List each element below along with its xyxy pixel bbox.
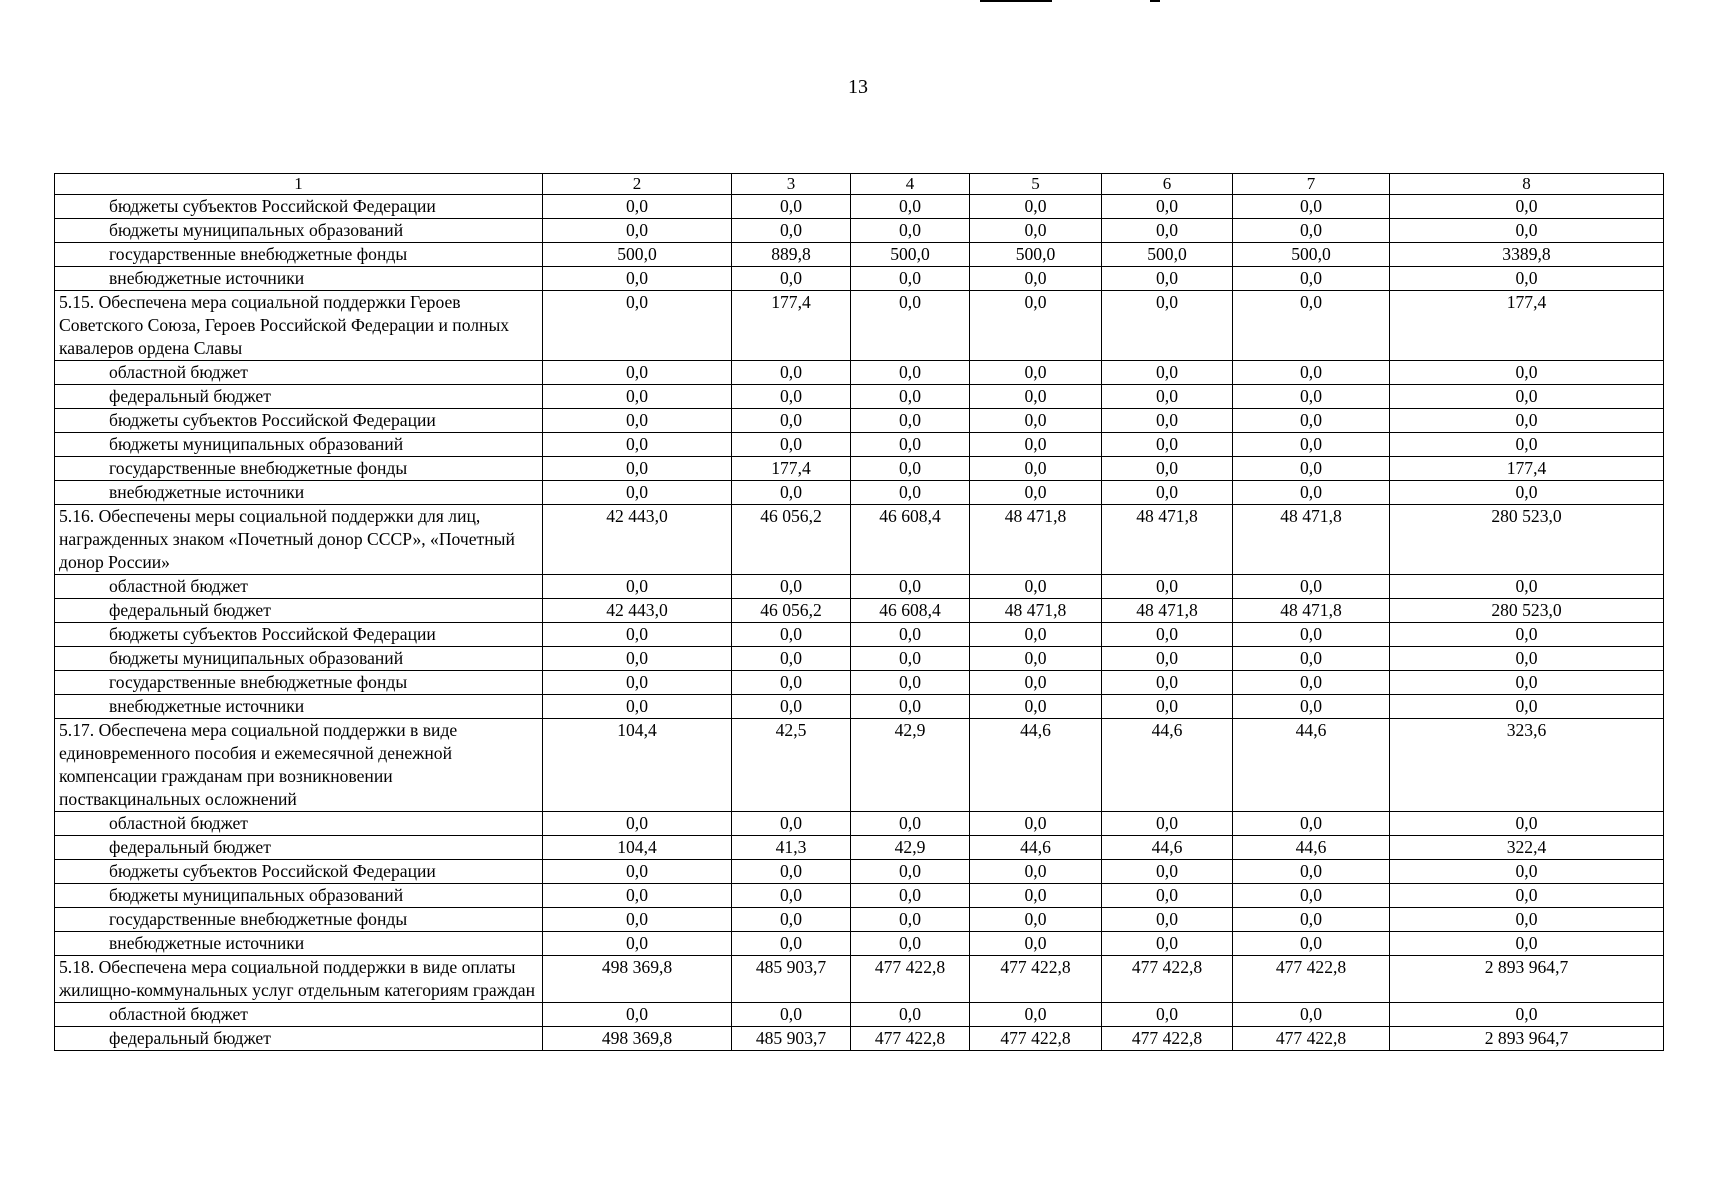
value-cell: 0,0 bbox=[1233, 695, 1390, 719]
value-cell: 0,0 bbox=[1390, 219, 1664, 243]
value-cell: 0,0 bbox=[543, 433, 732, 457]
value-cell: 0,0 bbox=[1102, 575, 1233, 599]
column-header: 4 bbox=[851, 174, 970, 195]
value-cell: 0,0 bbox=[732, 671, 851, 695]
table-row-source bbox=[55, 623, 1664, 647]
funding-source-cell: государственные внебюджетные фонды bbox=[55, 457, 543, 481]
value-cell: 0,0 bbox=[1233, 908, 1390, 932]
value-cell: 0,0 bbox=[543, 623, 732, 647]
value-cell: 0,0 bbox=[1390, 481, 1664, 505]
value-cell: 477 422,8 bbox=[1233, 1027, 1390, 1051]
value-cell: 0,0 bbox=[732, 267, 851, 291]
funding-source-cell: внебюджетные источники bbox=[55, 481, 543, 505]
value-cell: 0,0 bbox=[1390, 860, 1664, 884]
value-cell: 0,0 bbox=[732, 860, 851, 884]
value-cell: 0,0 bbox=[1102, 932, 1233, 956]
value-cell: 0,0 bbox=[1102, 1003, 1233, 1027]
value-cell: 0,0 bbox=[1102, 195, 1233, 219]
value-cell: 0,0 bbox=[732, 647, 851, 671]
table-row-source bbox=[55, 908, 1664, 932]
value-cell: 0,0 bbox=[970, 457, 1102, 481]
value-cell: 42,5 bbox=[732, 719, 851, 812]
value-cell: 0,0 bbox=[1233, 481, 1390, 505]
value-cell: 46 608,4 bbox=[851, 505, 970, 575]
table-row-source bbox=[55, 195, 1664, 219]
value-cell: 0,0 bbox=[1390, 267, 1664, 291]
value-cell: 0,0 bbox=[1102, 671, 1233, 695]
value-cell: 0,0 bbox=[1102, 481, 1233, 505]
value-cell: 0,0 bbox=[543, 1003, 732, 1027]
funding-source-cell: государственные внебюджетные фонды bbox=[55, 243, 543, 267]
value-cell: 0,0 bbox=[543, 695, 732, 719]
funding-source-cell: государственные внебюджетные фонды bbox=[55, 908, 543, 932]
value-cell: 0,0 bbox=[970, 481, 1102, 505]
value-cell: 0,0 bbox=[970, 908, 1102, 932]
value-cell: 0,0 bbox=[732, 361, 851, 385]
table-row-source bbox=[55, 671, 1664, 695]
value-cell: 0,0 bbox=[1233, 385, 1390, 409]
value-cell: 0,0 bbox=[1102, 908, 1233, 932]
value-cell: 0,0 bbox=[851, 457, 970, 481]
column-header: 7 bbox=[1233, 174, 1390, 195]
value-cell: 0,0 bbox=[851, 433, 970, 457]
table-row-source bbox=[55, 243, 1664, 267]
value-cell: 0,0 bbox=[851, 647, 970, 671]
value-cell: 0,0 bbox=[970, 623, 1102, 647]
value-cell: 0,0 bbox=[1233, 433, 1390, 457]
value-cell: 0,0 bbox=[1102, 361, 1233, 385]
table-row-measure bbox=[55, 956, 1664, 1003]
funding-source-cell: федеральный бюджет bbox=[55, 836, 543, 860]
value-cell: 0,0 bbox=[1233, 195, 1390, 219]
value-cell: 0,0 bbox=[1102, 409, 1233, 433]
funding-source-cell: бюджеты субъектов Российской Федерации bbox=[55, 195, 543, 219]
value-cell: 498 369,8 bbox=[543, 956, 732, 1003]
value-cell: 0,0 bbox=[851, 1003, 970, 1027]
value-cell: 0,0 bbox=[732, 623, 851, 647]
table-row-source bbox=[55, 695, 1664, 719]
table-row-source bbox=[55, 1027, 1664, 1051]
funding-source-cell: бюджеты муниципальных образований bbox=[55, 219, 543, 243]
funding-source-cell: внебюджетные источники bbox=[55, 267, 543, 291]
value-cell: 42,9 bbox=[851, 836, 970, 860]
funding-source-cell: бюджеты муниципальных образований bbox=[55, 647, 543, 671]
value-cell: 0,0 bbox=[543, 884, 732, 908]
value-cell: 0,0 bbox=[732, 195, 851, 219]
value-cell: 0,0 bbox=[1390, 623, 1664, 647]
value-cell: 46 056,2 bbox=[732, 599, 851, 623]
value-cell: 0,0 bbox=[543, 291, 732, 361]
value-cell: 477 422,8 bbox=[1102, 956, 1233, 1003]
value-cell: 0,0 bbox=[1390, 884, 1664, 908]
value-cell: 0,0 bbox=[1102, 219, 1233, 243]
value-cell: 0,0 bbox=[1233, 623, 1390, 647]
value-cell: 500,0 bbox=[970, 243, 1102, 267]
value-cell: 0,0 bbox=[1390, 695, 1664, 719]
value-cell: 0,0 bbox=[970, 647, 1102, 671]
funding-source-cell: бюджеты субъектов Российской Федерации bbox=[55, 623, 543, 647]
value-cell: 0,0 bbox=[970, 361, 1102, 385]
value-cell: 0,0 bbox=[732, 884, 851, 908]
value-cell: 0,0 bbox=[543, 647, 732, 671]
value-cell: 477 422,8 bbox=[851, 1027, 970, 1051]
value-cell: 0,0 bbox=[1102, 433, 1233, 457]
funding-source-cell: внебюджетные источники bbox=[55, 695, 543, 719]
value-cell: 0,0 bbox=[1390, 932, 1664, 956]
table-row-source bbox=[55, 481, 1664, 505]
value-cell: 0,0 bbox=[970, 884, 1102, 908]
funding-source-cell: бюджеты муниципальных образований bbox=[55, 884, 543, 908]
value-cell: 0,0 bbox=[970, 291, 1102, 361]
value-cell: 0,0 bbox=[1102, 267, 1233, 291]
value-cell: 0,0 bbox=[1233, 860, 1390, 884]
value-cell: 0,0 bbox=[543, 860, 732, 884]
value-cell: 0,0 bbox=[732, 695, 851, 719]
value-cell: 42 443,0 bbox=[543, 599, 732, 623]
funding-source-cell: областной бюджет bbox=[55, 1003, 543, 1027]
value-cell: 0,0 bbox=[970, 860, 1102, 884]
value-cell: 0,0 bbox=[1233, 267, 1390, 291]
value-cell: 477 422,8 bbox=[851, 956, 970, 1003]
value-cell: 485 903,7 bbox=[732, 956, 851, 1003]
value-cell: 177,4 bbox=[732, 457, 851, 481]
value-cell: 0,0 bbox=[851, 575, 970, 599]
value-cell: 0,0 bbox=[732, 481, 851, 505]
value-cell: 477 422,8 bbox=[1233, 956, 1390, 1003]
value-cell: 48 471,8 bbox=[1102, 599, 1233, 623]
value-cell: 177,4 bbox=[732, 291, 851, 361]
value-cell: 0,0 bbox=[1102, 695, 1233, 719]
value-cell: 0,0 bbox=[732, 219, 851, 243]
value-cell: 46 608,4 bbox=[851, 599, 970, 623]
value-cell: 0,0 bbox=[1233, 575, 1390, 599]
value-cell: 2 893 964,7 bbox=[1390, 1027, 1664, 1051]
value-cell: 0,0 bbox=[543, 195, 732, 219]
value-cell: 0,0 bbox=[851, 219, 970, 243]
value-cell: 44,6 bbox=[1102, 719, 1233, 812]
value-cell: 0,0 bbox=[732, 812, 851, 836]
funding-source-cell: бюджеты субъектов Российской Федерации bbox=[55, 860, 543, 884]
value-cell: 44,6 bbox=[1233, 836, 1390, 860]
table-row-source bbox=[55, 575, 1664, 599]
value-cell: 0,0 bbox=[970, 671, 1102, 695]
value-cell: 0,0 bbox=[851, 932, 970, 956]
value-cell: 48 471,8 bbox=[1233, 599, 1390, 623]
funding-table bbox=[54, 173, 1664, 1051]
value-cell: 485 903,7 bbox=[732, 1027, 851, 1051]
value-cell: 104,4 bbox=[543, 836, 732, 860]
table-row-source bbox=[55, 409, 1664, 433]
table-row-source bbox=[55, 385, 1664, 409]
value-cell: 48 471,8 bbox=[970, 505, 1102, 575]
value-cell: 0,0 bbox=[1390, 361, 1664, 385]
value-cell: 500,0 bbox=[851, 243, 970, 267]
value-cell: 44,6 bbox=[1102, 836, 1233, 860]
value-cell: 0,0 bbox=[1233, 647, 1390, 671]
value-cell: 500,0 bbox=[1233, 243, 1390, 267]
funding-source-cell: федеральный бюджет bbox=[55, 385, 543, 409]
value-cell: 500,0 bbox=[1102, 243, 1233, 267]
value-cell: 0,0 bbox=[543, 267, 732, 291]
value-cell: 0,0 bbox=[970, 195, 1102, 219]
value-cell: 0,0 bbox=[732, 433, 851, 457]
funding-source-cell: областной бюджет bbox=[55, 361, 543, 385]
table-row-source bbox=[55, 433, 1664, 457]
measure-name-cell: 5.16. Обеспечены меры социальной поддержки для лиц, награжденных знаком «Почетный донор СССР», «Почетный донор России» bbox=[55, 505, 543, 575]
table-row-measure bbox=[55, 291, 1664, 361]
value-cell: 889,8 bbox=[732, 243, 851, 267]
value-cell: 0,0 bbox=[543, 932, 732, 956]
value-cell: 42 443,0 bbox=[543, 505, 732, 575]
table-row-source bbox=[55, 836, 1664, 860]
value-cell: 0,0 bbox=[1390, 671, 1664, 695]
value-cell: 46 056,2 bbox=[732, 505, 851, 575]
value-cell: 477 422,8 bbox=[1102, 1027, 1233, 1051]
value-cell: 498 369,8 bbox=[543, 1027, 732, 1051]
value-cell: 0,0 bbox=[732, 409, 851, 433]
value-cell: 500,0 bbox=[543, 243, 732, 267]
value-cell: 0,0 bbox=[543, 908, 732, 932]
table-row-source bbox=[55, 647, 1664, 671]
value-cell: 0,0 bbox=[1390, 1003, 1664, 1027]
value-cell: 0,0 bbox=[543, 671, 732, 695]
table-row-source bbox=[55, 812, 1664, 836]
funding-source-cell: федеральный бюджет bbox=[55, 1027, 543, 1051]
value-cell: 0,0 bbox=[851, 481, 970, 505]
value-cell: 104,4 bbox=[543, 719, 732, 812]
funding-source-cell: внебюджетные источники bbox=[55, 932, 543, 956]
value-cell: 0,0 bbox=[851, 884, 970, 908]
value-cell: 0,0 bbox=[851, 361, 970, 385]
value-cell: 0,0 bbox=[970, 695, 1102, 719]
table-row-source bbox=[55, 884, 1664, 908]
value-cell: 0,0 bbox=[970, 575, 1102, 599]
value-cell: 0,0 bbox=[1233, 361, 1390, 385]
funding-source-cell: областной бюджет bbox=[55, 812, 543, 836]
funding-source-cell: бюджеты муниципальных образований bbox=[55, 433, 543, 457]
value-cell: 0,0 bbox=[1233, 291, 1390, 361]
table-row-measure bbox=[55, 505, 1664, 575]
column-header: 6 bbox=[1102, 174, 1233, 195]
value-cell: 48 471,8 bbox=[970, 599, 1102, 623]
value-cell: 2 893 964,7 bbox=[1390, 956, 1664, 1003]
value-cell: 0,0 bbox=[543, 385, 732, 409]
value-cell: 0,0 bbox=[1390, 647, 1664, 671]
measure-name-cell: 5.18. Обеспечена мера социальной поддержки в виде оплаты жилищно-коммунальных услуг отдельным категориям граждан bbox=[55, 956, 543, 1003]
value-cell: 0,0 bbox=[851, 812, 970, 836]
value-cell: 0,0 bbox=[1390, 385, 1664, 409]
value-cell: 323,6 bbox=[1390, 719, 1664, 812]
value-cell: 0,0 bbox=[970, 1003, 1102, 1027]
table-row-source bbox=[55, 267, 1664, 291]
table-row-source bbox=[55, 457, 1664, 481]
value-cell: 0,0 bbox=[543, 457, 732, 481]
value-cell: 0,0 bbox=[1390, 812, 1664, 836]
value-cell: 0,0 bbox=[732, 908, 851, 932]
value-cell: 48 471,8 bbox=[1233, 505, 1390, 575]
value-cell: 177,4 bbox=[1390, 457, 1664, 481]
value-cell: 0,0 bbox=[970, 433, 1102, 457]
value-cell: 0,0 bbox=[1390, 409, 1664, 433]
value-cell: 41,3 bbox=[732, 836, 851, 860]
value-cell: 0,0 bbox=[1233, 884, 1390, 908]
table-row-source bbox=[55, 361, 1664, 385]
value-cell: 0,0 bbox=[732, 932, 851, 956]
value-cell: 0,0 bbox=[1390, 575, 1664, 599]
funding-source-cell: государственные внебюджетные фонды bbox=[55, 671, 543, 695]
measure-name-cell: 5.15. Обеспечена мера социальной поддержки Героев Советского Союза, Героев Российской Федерации и полных кавалеров ордена Славы bbox=[55, 291, 543, 361]
value-cell: 280 523,0 bbox=[1390, 599, 1664, 623]
value-cell: 0,0 bbox=[1102, 812, 1233, 836]
value-cell: 0,0 bbox=[851, 695, 970, 719]
header-row bbox=[55, 174, 1664, 195]
value-cell: 0,0 bbox=[851, 409, 970, 433]
value-cell: 0,0 bbox=[543, 409, 732, 433]
value-cell: 0,0 bbox=[543, 575, 732, 599]
table-row-source bbox=[55, 219, 1664, 243]
scan-edge-marks bbox=[980, 0, 1280, 4]
value-cell: 0,0 bbox=[1233, 812, 1390, 836]
table-row-source bbox=[55, 599, 1664, 623]
value-cell: 0,0 bbox=[1102, 647, 1233, 671]
column-header: 8 bbox=[1390, 174, 1664, 195]
value-cell: 0,0 bbox=[1233, 457, 1390, 481]
value-cell: 0,0 bbox=[1233, 932, 1390, 956]
value-cell: 0,0 bbox=[851, 860, 970, 884]
value-cell: 0,0 bbox=[970, 219, 1102, 243]
value-cell: 0,0 bbox=[543, 812, 732, 836]
value-cell: 0,0 bbox=[1233, 671, 1390, 695]
measure-name-cell: 5.17. Обеспечена мера социальной поддержки в виде единовременного пособия и ежемесячной денежной компенсации гражданам при возникновении поствакцинальных осложнений bbox=[55, 719, 543, 812]
column-header: 3 bbox=[732, 174, 851, 195]
value-cell: 0,0 bbox=[1390, 908, 1664, 932]
value-cell: 0,0 bbox=[732, 1003, 851, 1027]
value-cell: 0,0 bbox=[851, 195, 970, 219]
value-cell: 322,4 bbox=[1390, 836, 1664, 860]
value-cell: 0,0 bbox=[1102, 884, 1233, 908]
value-cell: 280 523,0 bbox=[1390, 505, 1664, 575]
value-cell: 0,0 bbox=[970, 267, 1102, 291]
value-cell: 44,6 bbox=[1233, 719, 1390, 812]
value-cell: 0,0 bbox=[1102, 860, 1233, 884]
value-cell: 0,0 bbox=[851, 908, 970, 932]
value-cell: 0,0 bbox=[1102, 291, 1233, 361]
value-cell: 48 471,8 bbox=[1102, 505, 1233, 575]
funding-source-cell: федеральный бюджет bbox=[55, 599, 543, 623]
value-cell: 0,0 bbox=[1102, 623, 1233, 647]
page-number: 13 bbox=[848, 76, 868, 98]
value-cell: 0,0 bbox=[851, 385, 970, 409]
table-row-source bbox=[55, 932, 1664, 956]
column-header: 5 bbox=[970, 174, 1102, 195]
value-cell: 0,0 bbox=[1390, 195, 1664, 219]
value-cell: 0,0 bbox=[1102, 385, 1233, 409]
value-cell: 0,0 bbox=[1233, 219, 1390, 243]
value-cell: 0,0 bbox=[1390, 433, 1664, 457]
value-cell: 0,0 bbox=[970, 409, 1102, 433]
value-cell: 44,6 bbox=[970, 719, 1102, 812]
value-cell: 0,0 bbox=[970, 812, 1102, 836]
value-cell: 0,0 bbox=[732, 385, 851, 409]
table-row-source bbox=[55, 860, 1664, 884]
table-row-measure bbox=[55, 719, 1664, 812]
value-cell: 0,0 bbox=[970, 932, 1102, 956]
value-cell: 0,0 bbox=[732, 575, 851, 599]
value-cell: 44,6 bbox=[970, 836, 1102, 860]
value-cell: 42,9 bbox=[851, 719, 970, 812]
table-body bbox=[55, 174, 1664, 1051]
value-cell: 0,0 bbox=[851, 671, 970, 695]
value-cell: 0,0 bbox=[970, 385, 1102, 409]
value-cell: 477 422,8 bbox=[970, 956, 1102, 1003]
value-cell: 0,0 bbox=[851, 267, 970, 291]
funding-source-cell: областной бюджет bbox=[55, 575, 543, 599]
value-cell: 477 422,8 bbox=[970, 1027, 1102, 1051]
column-header: 1 bbox=[55, 174, 543, 195]
value-cell: 0,0 bbox=[1233, 1003, 1390, 1027]
value-cell: 0,0 bbox=[1102, 457, 1233, 481]
value-cell: 0,0 bbox=[851, 623, 970, 647]
value-cell: 0,0 bbox=[543, 219, 732, 243]
value-cell: 0,0 bbox=[1233, 409, 1390, 433]
value-cell: 3389,8 bbox=[1390, 243, 1664, 267]
column-header: 2 bbox=[543, 174, 732, 195]
funding-source-cell: бюджеты субъектов Российской Федерации bbox=[55, 409, 543, 433]
value-cell: 177,4 bbox=[1390, 291, 1664, 361]
value-cell: 0,0 bbox=[851, 291, 970, 361]
value-cell: 0,0 bbox=[543, 481, 732, 505]
value-cell: 0,0 bbox=[543, 361, 732, 385]
table-row-source bbox=[55, 1003, 1664, 1027]
